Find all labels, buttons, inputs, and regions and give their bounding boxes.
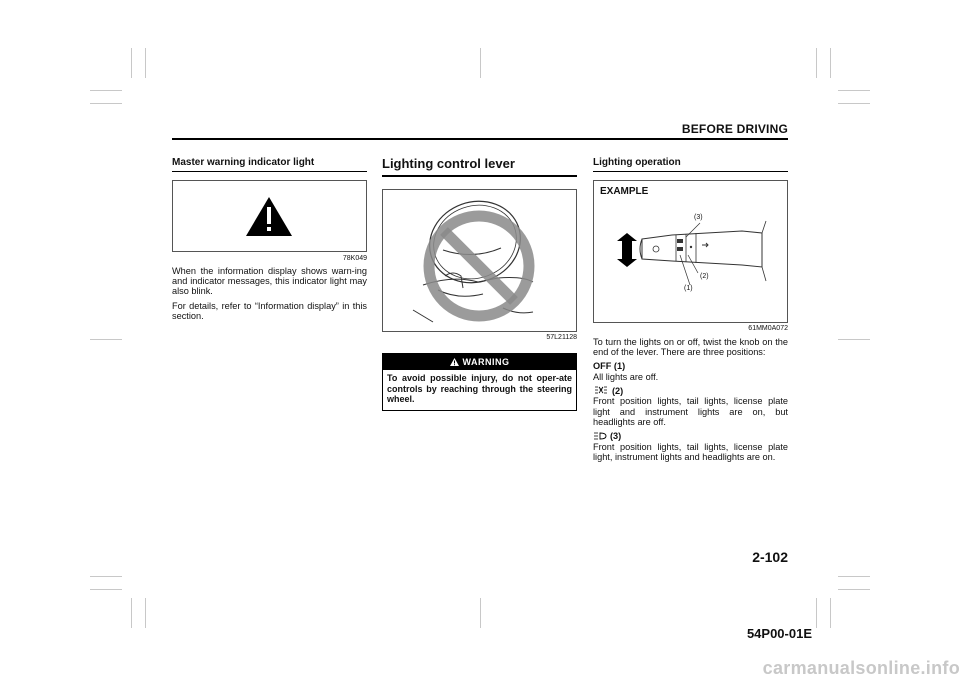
warning-triangle-icon <box>173 181 366 251</box>
crop-mark <box>480 598 481 628</box>
crop-mark <box>145 598 146 628</box>
section-heading-lighting-lever: Lighting control lever <box>382 156 515 171</box>
figure-label: EXAMPLE <box>600 186 649 197</box>
crop-mark <box>131 598 132 628</box>
no-reach-through-wheel-illustration <box>383 190 576 331</box>
document-code: 54P00-01E <box>746 626 812 641</box>
crop-mark <box>90 103 122 104</box>
crop-mark <box>90 576 122 577</box>
header-rule <box>172 138 788 140</box>
position-off <box>593 361 788 381</box>
warning-header <box>383 354 576 370</box>
lighting-lever-illustration <box>594 181 787 322</box>
section-heading-master-warning: Master warning indicator light <box>172 157 315 168</box>
crop-mark <box>145 48 146 78</box>
figure-code: 57L21128 <box>546 334 577 341</box>
callout-3: (3) <box>694 214 703 221</box>
warning-box <box>382 353 577 411</box>
left-body <box>172 266 367 325</box>
crop-mark <box>838 103 870 104</box>
position-3 <box>593 431 788 462</box>
crop-mark <box>838 589 870 590</box>
crop-mark <box>480 48 481 78</box>
running-header: BEFORE DRIVING <box>681 122 788 136</box>
position-text: Front position lights, tail lights, license plate light and instrument lights are on, but headlights are off. <box>593 396 788 427</box>
position-label: (3) <box>610 431 622 442</box>
position-text: All lights are off. <box>593 371 659 382</box>
steering-wheel-figure <box>382 189 577 332</box>
figure-code: 78K049 <box>342 255 367 262</box>
crop-mark <box>830 48 831 78</box>
crop-mark <box>90 90 122 91</box>
crop-mark <box>838 90 870 91</box>
position-label: (2) <box>612 385 624 396</box>
section-heading-lighting-operation: Lighting operation <box>593 157 681 168</box>
right-body <box>593 337 788 462</box>
warning-text: To avoid possible injury, do not oper-ate controls by reaching through the steering wheel. <box>387 373 572 404</box>
section-rule <box>172 171 367 172</box>
headlight-icon <box>593 432 607 442</box>
crop-mark <box>816 598 817 628</box>
crop-mark <box>838 339 870 340</box>
page-number: 2-102 <box>752 549 788 565</box>
section-rule <box>382 175 577 177</box>
position-text: Front position lights, tail lights, license plate light, instrument lights and headlights are on. <box>593 441 788 462</box>
lighting-lever-figure <box>593 180 788 323</box>
warning-title: WARNING <box>462 357 510 367</box>
warning-triangle-icon <box>450 355 459 371</box>
section-rule <box>593 171 788 172</box>
position-label: OFF (1) <box>593 361 626 372</box>
figure-code: 61MM0A072 <box>748 325 788 332</box>
crop-mark <box>131 48 132 78</box>
paragraph: For details, refer to “Information display” in this section. <box>172 300 367 321</box>
position-lights-icon <box>593 386 609 396</box>
callout-2: (2) <box>700 273 709 280</box>
intro-paragraph: To turn the lights on or off, twist the knob on the end of the lever. There are three positions: <box>593 337 788 358</box>
position-2 <box>593 386 788 427</box>
master-warning-figure <box>172 180 367 252</box>
paragraph: When the information display shows warn-ing and indicator messages, this indicator light may also blink. <box>172 266 367 297</box>
crop-mark <box>830 598 831 628</box>
callout-1: (1) <box>684 285 693 292</box>
crop-mark <box>816 48 817 78</box>
crop-mark <box>90 339 122 340</box>
crop-mark <box>90 589 122 590</box>
crop-mark <box>838 576 870 577</box>
watermark: carmanualsonline.info <box>762 658 960 678</box>
